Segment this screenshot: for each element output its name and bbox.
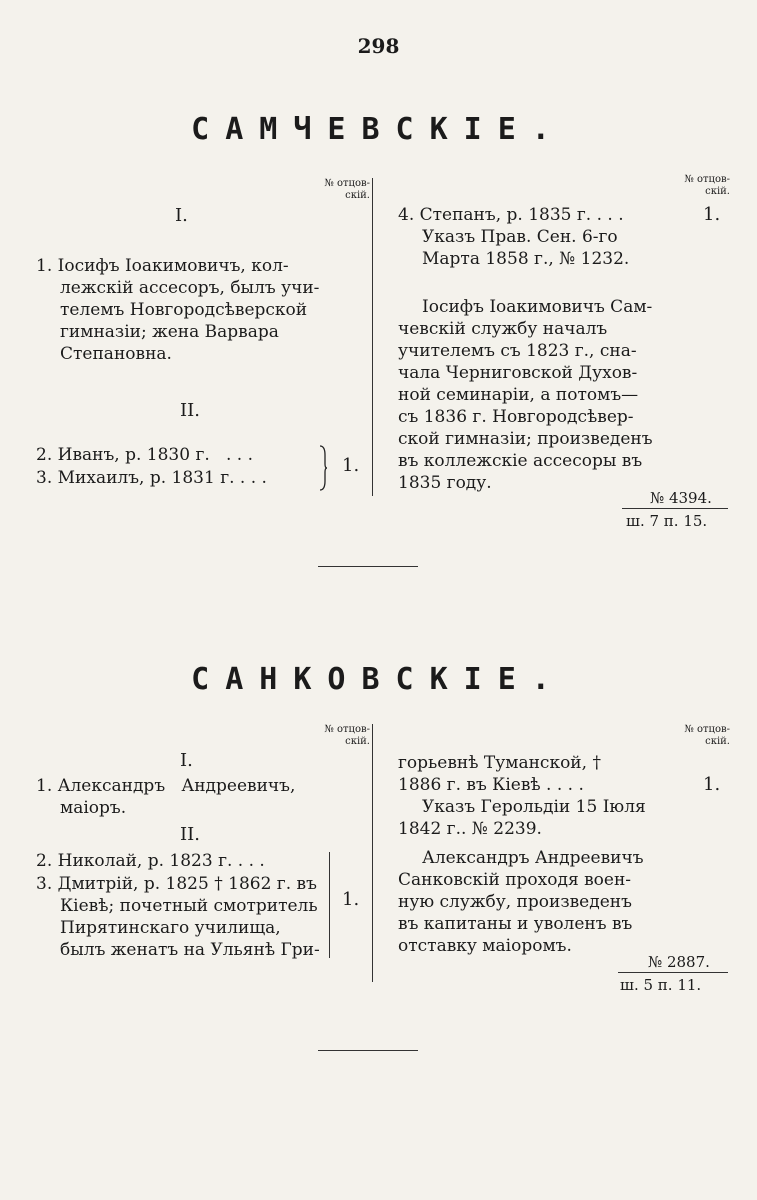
entry-line: телемъ Новгородсѣверской — [60, 300, 308, 320]
header-line: скій. — [345, 736, 370, 747]
father-number: 1. — [342, 455, 360, 476]
entry-line: Указъ Герольдіи 15 Іюля — [422, 797, 646, 817]
entry-line: 1. Іосифъ Іоакимовичъ, кол- — [36, 256, 289, 276]
paragraph-line: чала Черниговской Духов- — [398, 363, 638, 383]
generation-label: I. — [175, 205, 188, 226]
paragraph-line: отставку маіоромъ. — [398, 936, 572, 956]
entry-line: маіоръ. — [60, 798, 127, 818]
section-divider — [318, 1050, 418, 1051]
father-column-header — [660, 724, 730, 748]
entry-line: 3. Дмитрій, р. 1825 † 1862 г. въ — [36, 874, 317, 894]
entry-line: 4. Степанъ, р. 1835 г. . . . — [398, 205, 624, 225]
reference-rule — [622, 508, 728, 509]
entry-continuation — [398, 752, 646, 840]
entry-line: 1886 г. въ Кіевѣ . . . . — [398, 775, 584, 795]
header-line: скій. — [705, 186, 730, 197]
header-line: № отцов- — [324, 178, 370, 189]
column-divider — [372, 178, 373, 496]
entry-line: 1842 г.. № 2239. — [398, 819, 542, 839]
entry-dmitrii — [36, 873, 320, 961]
biography-paragraph — [398, 296, 653, 494]
entry-aleksandr — [36, 775, 295, 819]
entry-line: 1. Александръ Андреевичъ, — [36, 776, 296, 796]
entry-line: Марта 1858 г., № 1232. — [422, 249, 630, 269]
header-line: № отцов- — [684, 174, 730, 185]
archive-number: № 2887. — [648, 953, 710, 971]
header-line: скій. — [705, 736, 730, 747]
column-divider — [372, 724, 373, 982]
archive-location: ш. 5 п. 11. — [620, 976, 702, 994]
header-line: № отцов- — [324, 724, 370, 735]
generation-label: I. — [180, 750, 193, 771]
father-column-header — [300, 178, 370, 202]
header-line: скій. — [345, 190, 370, 201]
reference-rule — [618, 972, 728, 973]
biography-paragraph — [398, 847, 644, 957]
paragraph-line: Іосифъ Іоакимовичъ Сам- — [422, 297, 653, 317]
header-line: № отцов- — [684, 724, 730, 735]
entry-ivan: 2. Иванъ, р. 1830 г. . . . — [36, 445, 254, 465]
group-bar — [329, 852, 330, 958]
paragraph-line: ную службу, произведенъ — [398, 892, 632, 912]
entry-line: горьевнѣ Туманской, † — [398, 753, 601, 773]
generation-label: II. — [180, 824, 200, 845]
father-column-header — [660, 174, 730, 198]
entry-nikolai: 2. Николай, р. 1823 г. . . . — [36, 851, 265, 871]
generation-label: II. — [180, 400, 200, 421]
section-divider — [318, 566, 418, 567]
entry-line: Указъ Прав. Сен. 6-го — [422, 227, 618, 247]
entry-line: гимназіи; жена Варвара — [60, 322, 279, 342]
entry-line: лежскій ассесоръ, былъ учи- — [60, 278, 320, 298]
entry-line: былъ женатъ на Ульянѣ Гри- — [60, 940, 320, 960]
family-title-samchevskie: САМЧЕВСКІЕ. — [191, 112, 566, 147]
paragraph-line: учителемъ съ 1823 г., сна- — [398, 341, 637, 361]
father-column-header — [300, 724, 370, 748]
entry-stepan — [398, 204, 629, 270]
entry-line: Кіевѣ; почетный смотритель — [60, 896, 318, 916]
paragraph-line: съ 1836 г. Новгородсѣвер- — [398, 407, 634, 427]
paragraph-line: чевскій службу началъ — [398, 319, 608, 339]
paragraph-line: въ коллежскіе ассесоры въ — [398, 451, 643, 471]
paragraph-line: 1835 году. — [398, 473, 492, 493]
archive-number: № 4394. — [650, 489, 712, 507]
father-number: 1. — [703, 204, 721, 225]
father-number: 1. — [342, 889, 360, 910]
paragraph-line: Александръ Андреевичъ — [422, 848, 644, 868]
archive-location: ш. 7 п. 15. — [626, 512, 708, 530]
entry-line: Степановна. — [60, 344, 172, 364]
paragraph-line: ной семинаріи, а потомъ— — [398, 385, 639, 405]
brace-icon — [318, 445, 328, 491]
family-title-sankovskie: САНКОВСКІЕ. — [191, 662, 566, 697]
entry-iosif — [36, 255, 319, 365]
paragraph-line: Санковскій проходя воен- — [398, 870, 632, 890]
father-number: 1. — [703, 774, 721, 795]
paragraph-line: ской гимназіи; произведенъ — [398, 429, 653, 449]
entry-mikhail: 3. Михаилъ, р. 1831 г. . . . — [36, 468, 267, 488]
page-number: 298 — [357, 34, 400, 58]
paragraph-line: въ капитаны и уволенъ въ — [398, 914, 633, 934]
entry-line: Пирятинскаго училища, — [60, 918, 281, 938]
